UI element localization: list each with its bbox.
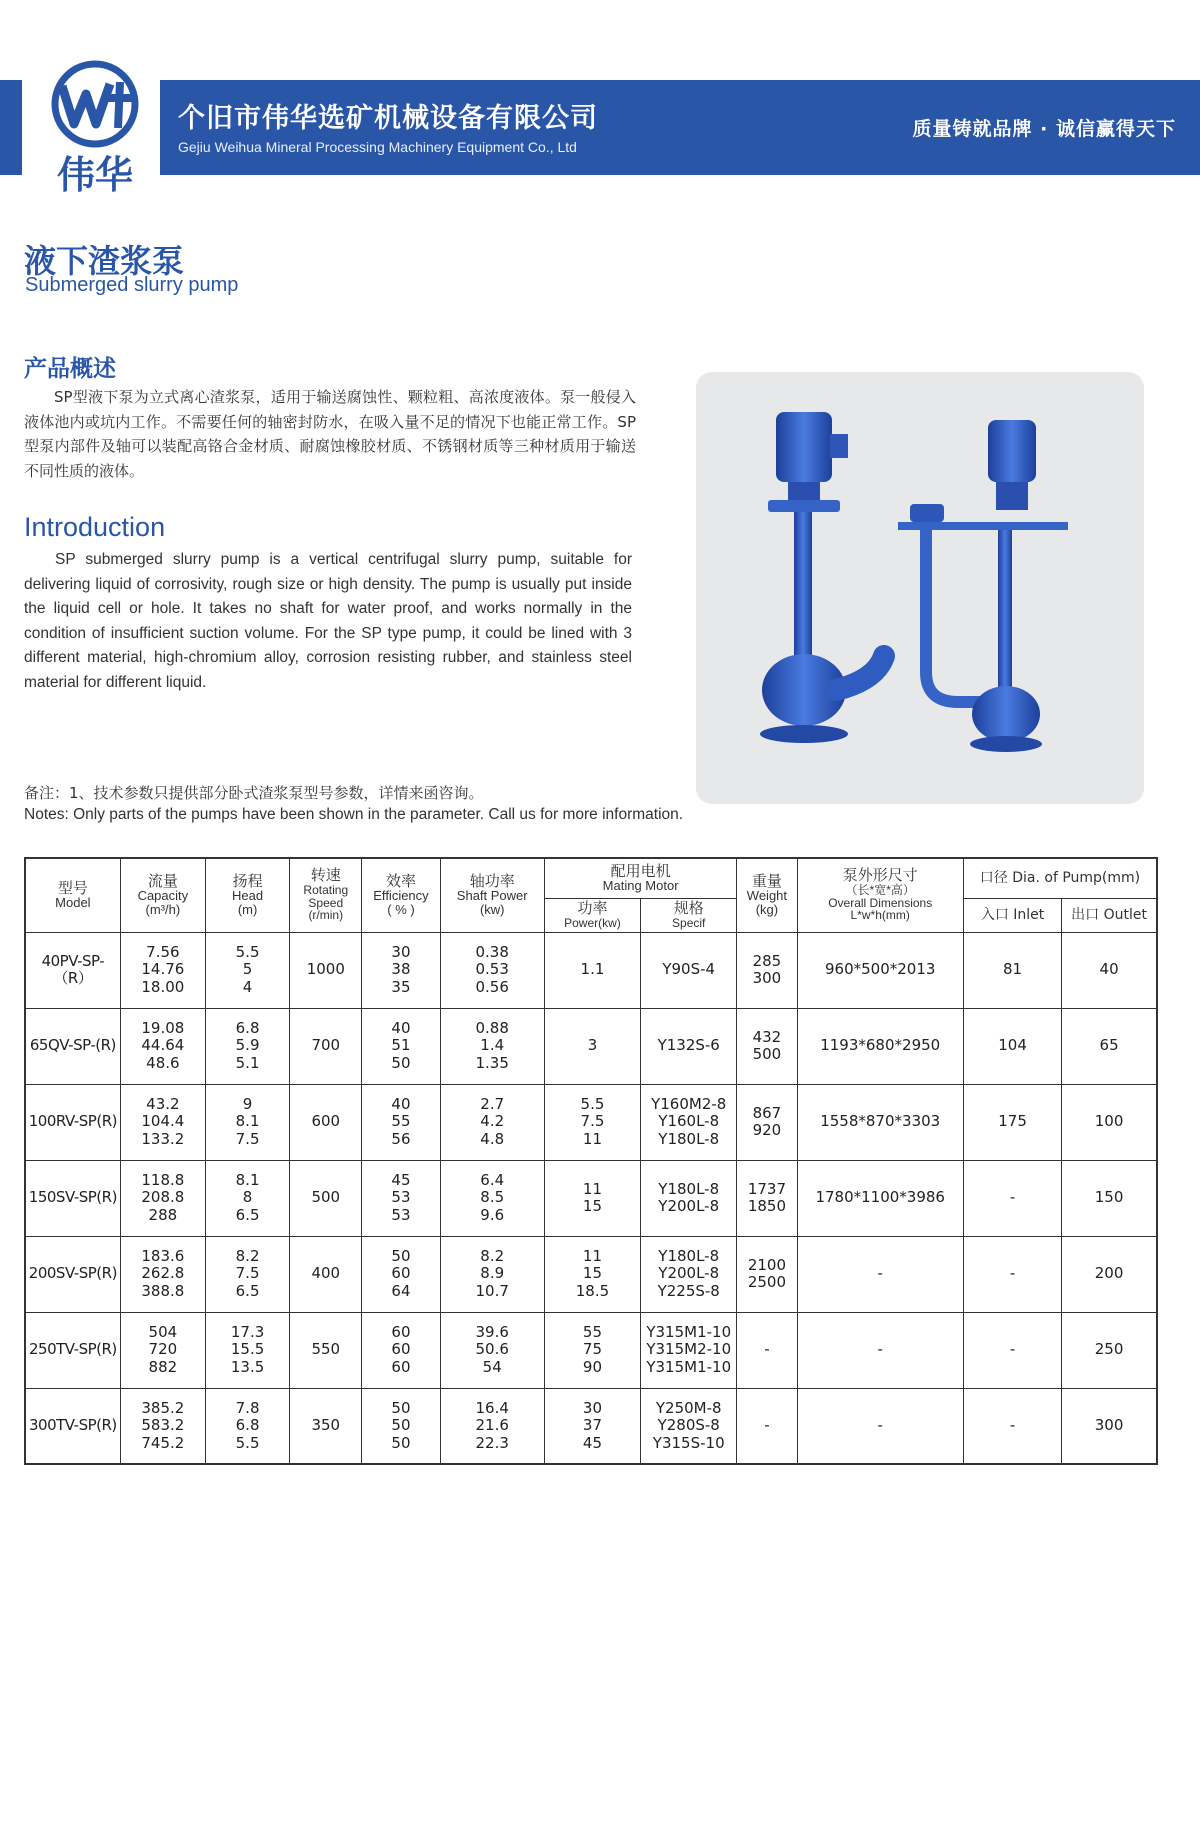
cell-capacity-line: 48.6 bbox=[146, 1053, 180, 1072]
cell-speed: 400 bbox=[290, 1236, 362, 1312]
cell-inlet: 175 bbox=[963, 1084, 1061, 1160]
cell-head-line: 6.5 bbox=[235, 1205, 260, 1224]
cell-capacity-line: 745.2 bbox=[141, 1433, 185, 1452]
cell-head-line: 7.5 bbox=[235, 1129, 260, 1148]
cell-motor-spec-line: Y160L-8 bbox=[658, 1112, 720, 1131]
overview-text-cn: SP型液下泵为立式离心渣浆泵，适用于输送腐蚀性、颗粒粗、高浓度液体。泵一般侵入液体池内或坑内工作。不需要任何的轴密封防水，在吸入量不足的情况下也能正常工作。SP型泵内部件及轴可以装配高铬合金材质、耐腐蚀橡胶材质、不锈钢材质等三种材质用于输送不同性质的液体。 bbox=[24, 388, 636, 480]
cell-head-line: 8.1 bbox=[235, 1170, 260, 1189]
cell-shaft-power-line: 1.35 bbox=[475, 1053, 509, 1072]
cell-capacity-line: 118.8 bbox=[141, 1170, 185, 1189]
cell-shaft-power bbox=[440, 1084, 544, 1160]
cell-capacity bbox=[120, 932, 205, 1008]
cell-motor-power bbox=[544, 1160, 640, 1236]
cell-capacity-line: 583.2 bbox=[141, 1416, 185, 1434]
cell-motor-power-line: 75 bbox=[582, 1340, 603, 1359]
cell-capacity bbox=[120, 1008, 205, 1084]
cell-shaft-power-line: 16.4 bbox=[475, 1398, 509, 1417]
cell-head bbox=[205, 1312, 289, 1388]
cell-head-line: 9 bbox=[242, 1094, 253, 1113]
cell-head bbox=[205, 1160, 289, 1236]
cell-motor-spec-line: Y180L-8 bbox=[658, 1246, 720, 1265]
header-left-strip bbox=[0, 80, 22, 175]
col-shaft-power: 轴功率 Shaft Power (kw) bbox=[440, 858, 544, 932]
cell-efficiency-line: 55 bbox=[391, 1112, 411, 1131]
cell-capacity-line: 262.8 bbox=[141, 1264, 185, 1283]
company-logo bbox=[40, 58, 150, 198]
cell-shaft-power bbox=[440, 1236, 544, 1312]
cell-head-line: 5.5 bbox=[235, 942, 260, 961]
cell-efficiency-line: 50 bbox=[391, 1416, 411, 1434]
cell-motor-spec-line: Y315S-10 bbox=[652, 1433, 725, 1452]
cell-model-line: 250TV-SP(R) bbox=[28, 1340, 117, 1359]
cell-shaft-power-line: 4.8 bbox=[480, 1129, 505, 1148]
cell-capacity-line: 720 bbox=[148, 1340, 178, 1359]
cell-weight-line: 1850 bbox=[747, 1197, 787, 1215]
note-cn: 备注：1、技术参数只提供部分卧式渣浆泵型号参数，详情来函咨询。 bbox=[24, 784, 484, 802]
cell-head bbox=[205, 932, 289, 1008]
cell-outlet: 250 bbox=[1062, 1312, 1157, 1388]
cell-dimensions: 1780*1100*3986 bbox=[797, 1160, 963, 1236]
cell-shaft-power-line: 0.38 bbox=[475, 942, 509, 961]
cell-model bbox=[25, 1160, 120, 1236]
cell-motor-power-line: 15 bbox=[582, 1197, 603, 1215]
cell-inlet: 81 bbox=[963, 932, 1061, 1008]
cell-weight bbox=[737, 1388, 797, 1464]
cell-motor-spec bbox=[641, 1084, 737, 1160]
cell-capacity bbox=[120, 1388, 205, 1464]
col-motor-power: 功率 Power(kw) bbox=[544, 898, 640, 932]
cell-efficiency-line: 60 bbox=[391, 1340, 411, 1359]
cell-shaft-power-line: 54 bbox=[482, 1357, 502, 1376]
cell-motor-power-line: 11 bbox=[582, 1179, 603, 1198]
cell-shaft-power-line: 8.9 bbox=[480, 1264, 505, 1283]
cell-head-line: 7.8 bbox=[235, 1398, 260, 1417]
cell-dimensions: 960*500*2013 bbox=[797, 932, 963, 1008]
cell-inlet: - bbox=[963, 1236, 1061, 1312]
table-row bbox=[25, 1084, 1157, 1160]
cell-efficiency-line: 56 bbox=[391, 1129, 411, 1148]
overview-heading-cn: 产品概述 bbox=[24, 356, 116, 382]
cell-inlet: - bbox=[963, 1312, 1061, 1388]
cell-motor-spec-line: Y160M2-8 bbox=[651, 1094, 727, 1113]
cell-motor-spec-line: Y200L-8 bbox=[658, 1197, 720, 1215]
cell-motor-power-line: 55 bbox=[582, 1322, 603, 1341]
overview-heading-en: Introduction bbox=[24, 512, 166, 542]
cell-efficiency-line: 45 bbox=[391, 1170, 411, 1189]
cell-weight-line: 2100 bbox=[747, 1255, 787, 1274]
cell-motor-spec-line: Y315M1-10 bbox=[646, 1357, 732, 1376]
cell-motor-power-line: 90 bbox=[582, 1357, 603, 1376]
cell-head-line: 8.1 bbox=[235, 1112, 260, 1131]
cell-shaft-power-line: 1.4 bbox=[480, 1036, 505, 1055]
cell-capacity-line: 882 bbox=[148, 1357, 178, 1376]
table-row bbox=[25, 1312, 1157, 1388]
cell-outlet: 40 bbox=[1062, 932, 1157, 1008]
cell-motor-spec-line: Y132S-6 bbox=[657, 1036, 720, 1055]
cell-outlet: 65 bbox=[1062, 1008, 1157, 1084]
cell-inlet: - bbox=[963, 1388, 1061, 1464]
cell-model-line: 100RV-SP(R) bbox=[28, 1112, 117, 1131]
cell-capacity bbox=[120, 1236, 205, 1312]
cell-head-line: 5 bbox=[242, 960, 253, 979]
cell-motor-spec-line: Y225S-8 bbox=[657, 1281, 720, 1300]
cell-head-line: 6.8 bbox=[235, 1416, 260, 1434]
cell-shaft-power bbox=[440, 1312, 544, 1388]
cell-weight bbox=[737, 1312, 797, 1388]
cell-motor-spec-line: Y90S-4 bbox=[662, 960, 716, 979]
cell-model-line: （R） bbox=[53, 969, 93, 987]
cell-head bbox=[205, 1236, 289, 1312]
col-efficiency: 效率 Efficiency ( % ) bbox=[362, 858, 440, 932]
cell-efficiency-line: 50 bbox=[391, 1246, 411, 1265]
table-row bbox=[25, 1388, 1157, 1464]
cell-shaft-power-line: 0.53 bbox=[475, 960, 509, 979]
cell-head-line: 17.3 bbox=[230, 1322, 265, 1341]
cell-capacity bbox=[120, 1084, 205, 1160]
cell-motor-power-line: 30 bbox=[582, 1398, 603, 1417]
col-model: 型号 Model bbox=[25, 858, 120, 932]
cell-head-line: 7.5 bbox=[235, 1264, 260, 1283]
cell-efficiency-line: 64 bbox=[391, 1281, 411, 1300]
cell-motor-spec bbox=[641, 1008, 737, 1084]
col-mating-motor: 配用电机 Mating Motor bbox=[544, 858, 737, 898]
pump-left bbox=[760, 412, 884, 743]
overview-text-en: SP submerged slurry pump is a vertical centrifugal slurry pump, suitable for delivering liquid of corrosivity, rough size or high density. The pump is usually put inside the liquid cell or hole. It takes no shaft for water proof, and works normally in the condition of insufficient suction volume. For the SP type pump, it could be lined with 3 different material, high-chromium alloy, corrosion resisting rubber, and stainless steel material for different liquid. bbox=[24, 551, 632, 691]
product-title-en: Submerged slurry pump bbox=[25, 274, 239, 296]
cell-motor-power bbox=[544, 1312, 640, 1388]
cell-speed: 550 bbox=[290, 1312, 362, 1388]
cell-efficiency-line: 30 bbox=[391, 942, 411, 961]
cell-capacity-line: 14.76 bbox=[141, 960, 185, 979]
cell-shaft-power-line: 8.2 bbox=[480, 1246, 505, 1265]
cell-dimensions: - bbox=[797, 1236, 963, 1312]
cell-motor-power bbox=[544, 1236, 640, 1312]
cell-motor-power bbox=[544, 932, 640, 1008]
table-row bbox=[25, 932, 1157, 1008]
cell-model bbox=[25, 1084, 120, 1160]
cell-head-line: 5.9 bbox=[235, 1036, 260, 1055]
cell-speed: 600 bbox=[290, 1084, 362, 1160]
cell-shaft-power-line: 22.3 bbox=[475, 1433, 509, 1452]
cell-motor-spec bbox=[641, 1312, 737, 1388]
product-photo bbox=[696, 372, 1144, 804]
cell-capacity-line: 385.2 bbox=[141, 1398, 185, 1417]
cell-efficiency-line: 60 bbox=[391, 1322, 411, 1341]
cell-motor-power-line: 1.1 bbox=[580, 960, 605, 979]
pump-illustration bbox=[696, 372, 1144, 804]
cell-outlet: 300 bbox=[1062, 1388, 1157, 1464]
cell-efficiency-line: 60 bbox=[391, 1357, 411, 1376]
cell-efficiency-line: 51 bbox=[391, 1036, 411, 1055]
table-row bbox=[25, 1236, 1157, 1312]
cell-efficiency bbox=[362, 1236, 440, 1312]
cell-capacity-line: 43.2 bbox=[146, 1094, 180, 1113]
cell-outlet: 150 bbox=[1062, 1160, 1157, 1236]
cell-weight-line: 2500 bbox=[747, 1273, 787, 1291]
cell-model-line: 150SV-SP(R) bbox=[28, 1188, 117, 1207]
cell-shaft-power-line: 0.88 bbox=[475, 1018, 509, 1037]
cell-head-line: 4 bbox=[242, 977, 253, 996]
cell-motor-spec bbox=[641, 1388, 737, 1464]
company-name-cn: 个旧市伟华选矿机械设备有限公司 bbox=[178, 103, 598, 134]
cell-efficiency bbox=[362, 932, 440, 1008]
cell-capacity-line: 18.00 bbox=[141, 977, 185, 996]
cell-motor-power-line: 18.5 bbox=[575, 1281, 610, 1300]
cell-head-line: 6.8 bbox=[235, 1018, 260, 1037]
cell-head-line: 8 bbox=[242, 1188, 253, 1207]
cell-speed: 350 bbox=[290, 1388, 362, 1464]
cell-speed: 500 bbox=[290, 1160, 362, 1236]
col-speed: 转速 Rotating Speed (r/min) bbox=[290, 858, 362, 932]
pump-right bbox=[898, 420, 1068, 752]
cell-weight-line: 285 bbox=[752, 951, 782, 970]
spec-table-body bbox=[25, 932, 1157, 1464]
cell-capacity-line: 388.8 bbox=[141, 1281, 185, 1300]
table-row bbox=[25, 1160, 1157, 1236]
col-capacity: 流量 Capacity (m³/h) bbox=[120, 858, 205, 932]
col-inlet: 入口 Inlet bbox=[963, 898, 1061, 932]
cell-motor-power-line: 11 bbox=[582, 1129, 603, 1148]
cell-model-line: 65QV-SP-(R) bbox=[29, 1036, 116, 1055]
cell-efficiency-line: 40 bbox=[391, 1094, 411, 1113]
cell-speed: 1000 bbox=[290, 932, 362, 1008]
cell-motor-spec-line: Y315M1-10 bbox=[646, 1322, 732, 1341]
cell-head-line: 13.5 bbox=[230, 1357, 265, 1376]
cell-shaft-power-line: 2.7 bbox=[480, 1094, 505, 1113]
cell-shaft-power-line: 10.7 bbox=[475, 1281, 509, 1300]
cell-head-line: 5.1 bbox=[235, 1053, 260, 1072]
cell-weight-line: 1737 bbox=[747, 1179, 787, 1198]
cell-capacity-line: 104.4 bbox=[141, 1112, 185, 1131]
cell-weight-line: 867 bbox=[752, 1103, 782, 1122]
cell-inlet: - bbox=[963, 1160, 1061, 1236]
cell-capacity bbox=[120, 1312, 205, 1388]
table-row bbox=[25, 1008, 1157, 1084]
col-outlet: 出口 Outlet bbox=[1062, 898, 1157, 932]
cell-motor-spec bbox=[641, 1160, 737, 1236]
cell-motor-spec-line: Y280S-8 bbox=[657, 1416, 720, 1434]
col-diameter: 口径 Dia. of Pump(mm) bbox=[963, 858, 1157, 898]
cell-efficiency-line: 60 bbox=[391, 1264, 411, 1283]
cell-shaft-power-line: 21.6 bbox=[475, 1416, 509, 1434]
cell-weight-line: 432 bbox=[752, 1027, 782, 1046]
cell-capacity-line: 133.2 bbox=[141, 1129, 185, 1148]
cell-head bbox=[205, 1008, 289, 1084]
product-title-cn: 液下渣浆泵 bbox=[24, 242, 185, 280]
cell-efficiency bbox=[362, 1084, 440, 1160]
cell-efficiency-line: 40 bbox=[391, 1018, 411, 1037]
cell-inlet: 104 bbox=[963, 1008, 1061, 1084]
logo-text: 伟华 bbox=[56, 153, 134, 197]
cell-speed: 700 bbox=[290, 1008, 362, 1084]
cell-head bbox=[205, 1084, 289, 1160]
cell-shaft-power-line: 4.2 bbox=[480, 1112, 505, 1131]
cell-motor-power-line: 3 bbox=[587, 1036, 598, 1055]
cell-capacity-line: 7.56 bbox=[146, 942, 180, 961]
cell-motor-spec-line: Y180L-8 bbox=[658, 1129, 720, 1148]
cell-head bbox=[205, 1388, 289, 1464]
cell-shaft-power-line: 39.6 bbox=[475, 1322, 509, 1341]
cell-capacity-line: 504 bbox=[148, 1322, 178, 1341]
cell-motor-power bbox=[544, 1084, 640, 1160]
cell-dimensions: 1558*870*3303 bbox=[797, 1084, 963, 1160]
cell-efficiency-line: 35 bbox=[391, 977, 411, 996]
cell-model bbox=[25, 1388, 120, 1464]
slogan: 质量铸就品牌 · 诚信赢得天下 bbox=[912, 118, 1176, 140]
cell-motor-power bbox=[544, 1388, 640, 1464]
cell-motor-power-line: 7.5 bbox=[580, 1112, 605, 1131]
cell-shaft-power bbox=[440, 932, 544, 1008]
cell-model-line: 200SV-SP(R) bbox=[28, 1264, 117, 1283]
cell-weight bbox=[737, 1084, 797, 1160]
cell-weight bbox=[737, 932, 797, 1008]
cell-model bbox=[25, 1008, 120, 1084]
cell-capacity-line: 183.6 bbox=[141, 1246, 185, 1265]
cell-motor-power-line: 45 bbox=[582, 1433, 603, 1452]
cell-shaft-power-line: 50.6 bbox=[475, 1340, 509, 1359]
cell-model bbox=[25, 932, 120, 1008]
cell-head-line: 15.5 bbox=[230, 1340, 265, 1359]
cell-motor-power bbox=[544, 1008, 640, 1084]
company-name-en: Gejiu Weihua Mineral Processing Machinery Equipment Co., Ltd bbox=[178, 139, 577, 155]
cell-shaft-power-line: 8.5 bbox=[480, 1188, 505, 1207]
cell-dimensions: - bbox=[797, 1312, 963, 1388]
cell-capacity-line: 19.08 bbox=[141, 1018, 185, 1037]
col-weight: 重量 Weight (kg) bbox=[737, 858, 797, 932]
note-en: Notes: Only parts of the pumps have been shown in the parameter. Call us for more information. bbox=[24, 806, 684, 823]
cell-shaft-power-line: 6.4 bbox=[480, 1170, 505, 1189]
cell-head-line: 8.2 bbox=[235, 1246, 260, 1265]
cell-efficiency-line: 50 bbox=[391, 1398, 411, 1417]
cell-shaft-power bbox=[440, 1160, 544, 1236]
cell-dimensions: - bbox=[797, 1388, 963, 1464]
cell-motor-power-line: 5.5 bbox=[580, 1094, 605, 1113]
cell-capacity-line: 44.64 bbox=[141, 1036, 185, 1055]
cell-efficiency-line: 38 bbox=[391, 960, 411, 979]
cell-weight-line: 300 bbox=[752, 969, 782, 987]
cell-shaft-power bbox=[440, 1008, 544, 1084]
cell-head-line: 5.5 bbox=[235, 1433, 260, 1452]
cell-efficiency-line: 50 bbox=[391, 1053, 411, 1072]
cell-motor-spec bbox=[641, 1236, 737, 1312]
cell-motor-spec bbox=[641, 932, 737, 1008]
cell-efficiency bbox=[362, 1312, 440, 1388]
cell-outlet: 100 bbox=[1062, 1084, 1157, 1160]
cell-model bbox=[25, 1312, 120, 1388]
cell-weight bbox=[737, 1008, 797, 1084]
cell-motor-spec-line: Y200L-8 bbox=[658, 1264, 720, 1283]
cell-efficiency-line: 50 bbox=[391, 1433, 411, 1452]
cell-weight bbox=[737, 1160, 797, 1236]
cell-motor-spec-line: Y315M2-10 bbox=[646, 1340, 732, 1359]
cell-motor-power-line: 15 bbox=[582, 1264, 603, 1283]
cell-weight-line: - bbox=[764, 1340, 770, 1359]
cell-shaft-power-line: 0.56 bbox=[475, 977, 509, 996]
cell-weight bbox=[737, 1236, 797, 1312]
col-head: 扬程 Head (m) bbox=[205, 858, 289, 932]
cell-efficiency bbox=[362, 1388, 440, 1464]
cell-outlet: 200 bbox=[1062, 1236, 1157, 1312]
cell-efficiency bbox=[362, 1008, 440, 1084]
cell-weight-line: 500 bbox=[752, 1045, 782, 1063]
cell-shaft-power-line: 9.6 bbox=[480, 1205, 505, 1224]
cell-motor-power-line: 37 bbox=[582, 1416, 603, 1434]
col-dimensions: 泵外形尺寸 （长*宽*高） Overall Dimensions L*w*h(mm) bbox=[797, 858, 963, 932]
cell-efficiency-line: 53 bbox=[391, 1188, 411, 1207]
col-motor-spec: 规格 Specif bbox=[641, 898, 737, 932]
cell-weight-line: 920 bbox=[752, 1121, 782, 1139]
header-row-1 bbox=[25, 858, 1157, 898]
cell-model bbox=[25, 1236, 120, 1312]
cell-efficiency bbox=[362, 1160, 440, 1236]
cell-shaft-power bbox=[440, 1388, 544, 1464]
cell-capacity-line: 208.8 bbox=[141, 1188, 185, 1207]
cell-dimensions: 1193*680*2950 bbox=[797, 1008, 963, 1084]
spec-table bbox=[24, 857, 1158, 1465]
cell-head-line: 6.5 bbox=[235, 1281, 260, 1300]
cell-model-line: 300TV-SP(R) bbox=[28, 1416, 117, 1434]
cell-motor-spec-line: Y180L-8 bbox=[658, 1179, 720, 1198]
cell-model-line: 40PV-SP- bbox=[41, 951, 105, 970]
cell-capacity-line: 288 bbox=[148, 1205, 178, 1224]
cell-efficiency-line: 53 bbox=[391, 1205, 411, 1224]
cell-motor-spec-line: Y250M-8 bbox=[655, 1398, 722, 1417]
cell-capacity bbox=[120, 1160, 205, 1236]
cell-motor-power-line: 11 bbox=[582, 1246, 603, 1265]
cell-weight-line: - bbox=[764, 1416, 770, 1434]
